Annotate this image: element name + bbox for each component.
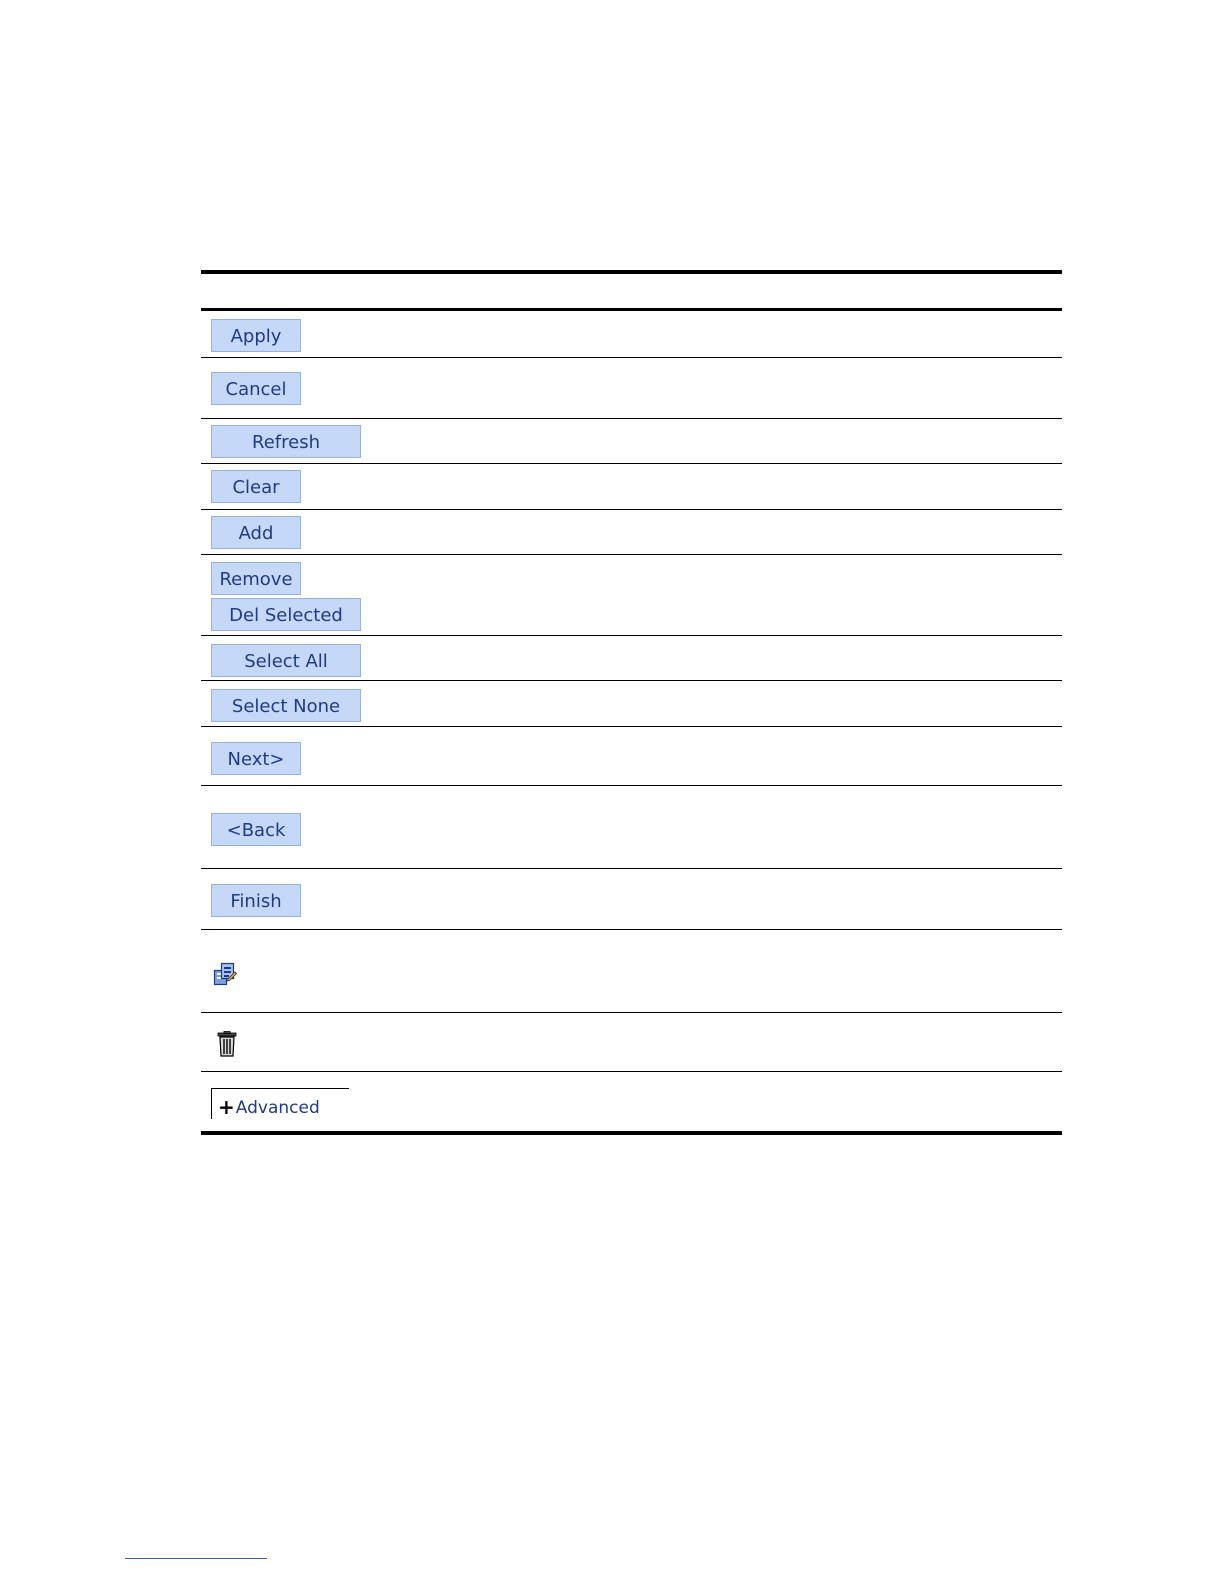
clear-button[interactable]: Clear — [211, 470, 301, 503]
table-row — [201, 1013, 1062, 1072]
table-row — [201, 555, 1062, 636]
table-row — [201, 930, 1062, 1013]
cancel-button[interactable]: Cancel — [211, 372, 301, 405]
button-reference-table — [201, 270, 1062, 1135]
add-button[interactable]: Add — [211, 516, 301, 549]
refresh-button[interactable]: Refresh — [211, 425, 361, 458]
edit-config-icon[interactable] — [213, 961, 237, 991]
expand-plus-icon: + — [218, 1095, 235, 1119]
advanced-expander[interactable] — [211, 1088, 349, 1119]
table-row — [201, 510, 1062, 555]
table-row — [201, 1072, 1062, 1131]
select-none-button[interactable]: Select None — [211, 689, 361, 722]
table-row — [201, 311, 1062, 358]
trash-icon[interactable] — [217, 1031, 237, 1061]
table-row — [201, 869, 1062, 930]
apply-button[interactable]: Apply — [211, 319, 301, 352]
table-row — [201, 419, 1062, 464]
table-row — [201, 464, 1062, 510]
footer-link-underline[interactable] — [125, 1558, 267, 1559]
table-row — [201, 786, 1062, 869]
next-button[interactable]: Next> — [211, 742, 301, 775]
table-row — [201, 358, 1062, 419]
del-selected-button[interactable]: Del Selected — [211, 598, 361, 631]
table-header-row — [201, 274, 1062, 308]
finish-button[interactable]: Finish — [211, 884, 301, 917]
advanced-label: Advanced — [235, 1098, 320, 1118]
remove-button[interactable]: Remove — [211, 562, 301, 595]
table-row — [201, 636, 1062, 681]
select-all-button[interactable]: Select All — [211, 644, 361, 677]
table-row — [201, 727, 1062, 786]
back-button[interactable]: <Back — [211, 813, 301, 846]
table-bottom-rule — [201, 1131, 1062, 1135]
table-row — [201, 681, 1062, 727]
